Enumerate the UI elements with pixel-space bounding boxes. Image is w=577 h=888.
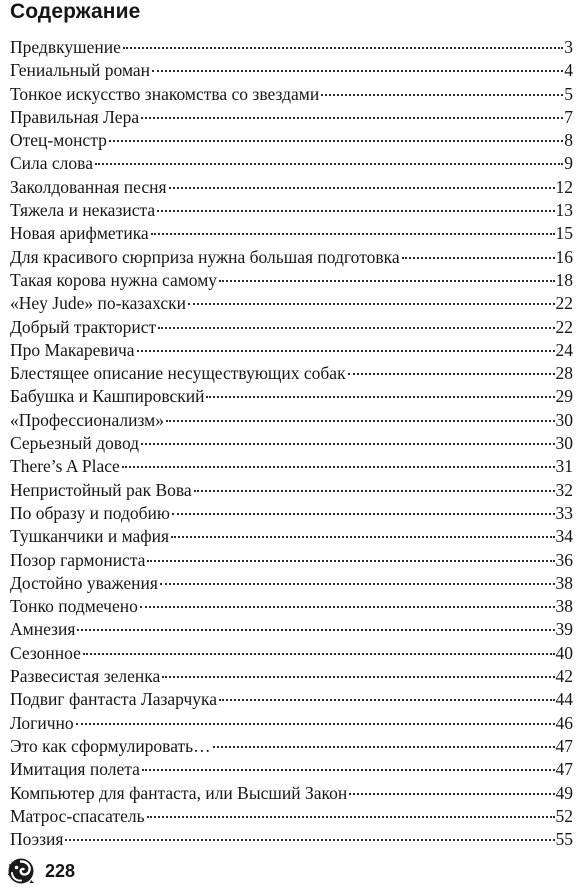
toc-entry-page: 3 (564, 37, 573, 57)
dot-leader (147, 560, 554, 562)
toc-entry-title: Предвкушение (10, 37, 121, 57)
dot-leader (76, 723, 555, 725)
toc-entry-page: 16 (555, 246, 573, 267)
toc-entry-page: 13 (555, 200, 573, 221)
dot-leader (65, 839, 554, 841)
dot-leader (321, 94, 563, 96)
toc-entry-title: Амнезия (10, 619, 76, 640)
toc-entry-title: Компьютер для фантаста, или Высший Закон (10, 782, 348, 803)
toc-entry-page: 49 (555, 782, 573, 803)
toc-entry (10, 479, 573, 502)
toc-entry (10, 432, 573, 455)
toc-entry-title: «Профессионализм» (10, 409, 164, 430)
toc-entry-title: Правильная Лера (10, 106, 140, 127)
dot-leader (219, 699, 554, 701)
toc-list (10, 36, 573, 851)
dot-leader (152, 70, 563, 72)
toc-entry-page: 18 (555, 269, 573, 290)
toc-entry-page: 9 (564, 153, 573, 174)
toc-entry-title: Сезонное (10, 642, 81, 663)
toc-entry-title: Серьезный довод (10, 433, 140, 454)
toc-entry (10, 688, 573, 711)
toc-entry (10, 549, 573, 572)
toc-entry-title: Новая арифметика (10, 223, 149, 244)
toc-entry-title: Это как сформулировать… (10, 735, 211, 756)
toc-entry (10, 152, 573, 175)
toc-entry (10, 316, 573, 339)
toc-entry (10, 83, 573, 106)
toc-heading: Содержание (10, 0, 141, 23)
toc-entry-title: Заколдованная песня (10, 176, 167, 197)
toc-entry-title: По образу и подобию (10, 502, 170, 523)
dot-leader (194, 490, 555, 492)
toc-entry-title: Про Макаревича (10, 339, 135, 360)
toc-entry-title: Тяжела и неказиста (10, 200, 156, 221)
dot-leader (140, 606, 555, 608)
toc-entry (10, 805, 573, 828)
dot-leader (95, 163, 563, 165)
toc-entry (10, 106, 573, 129)
toc-entry (10, 59, 573, 82)
dot-leader (348, 373, 555, 375)
toc-entry-page: 22 (555, 316, 573, 337)
toc-entry (10, 36, 573, 59)
toc-entry-page: 29 (555, 386, 573, 407)
toc-entry (10, 572, 573, 595)
dot-leader (171, 536, 554, 538)
dot-leader (162, 676, 554, 678)
toc-entry-page: 42 (555, 666, 573, 687)
toc-entry-title: Достойно уважения (10, 572, 158, 593)
toc-entry-page: 38 (555, 572, 573, 593)
toc-entry-page: 30 (555, 409, 573, 430)
toc-entry-page: 33 (555, 502, 573, 523)
toc-entry (10, 362, 573, 385)
toc-entry-title: Развесистая зеленка (10, 666, 161, 687)
toc-entry (10, 712, 573, 735)
toc-entry (10, 665, 573, 688)
toc-entry-page: 22 (555, 293, 573, 314)
dot-leader (188, 303, 555, 305)
dot-leader (169, 187, 555, 189)
toc-entry-page: 28 (555, 363, 573, 384)
dot-leader (349, 793, 554, 795)
toc-entry-title: Матрос-спасатель (10, 805, 145, 826)
toc-entry (10, 525, 573, 548)
toc-entry (10, 455, 573, 478)
dot-leader (158, 327, 554, 329)
dot-leader (109, 140, 563, 142)
toc-entry (10, 758, 573, 781)
toc-entry-title: «Hey Jude» по-казахски (10, 293, 186, 314)
dot-leader (151, 233, 555, 235)
toc-entry-title: Сила слова (10, 153, 93, 174)
toc-entry-page: 55 (555, 829, 573, 850)
toc-entry (10, 595, 573, 618)
toc-entry-title: Тонкое искусство знакомства со звездами (10, 83, 320, 104)
publisher-logo-icon (6, 856, 36, 886)
toc-entry-page: 34 (555, 526, 573, 547)
dot-leader (142, 769, 555, 771)
toc-entry-title: Тушканчики и мафия (10, 526, 170, 547)
toc-entry-page: 40 (555, 642, 573, 663)
toc-entry-page: 12 (555, 176, 573, 197)
toc-entry-title: Бабушка и Кашпировский (10, 386, 205, 407)
dot-leader (147, 816, 555, 818)
toc-entry-page: 32 (555, 479, 573, 500)
toc-entry (10, 409, 573, 432)
toc-entry (10, 642, 573, 665)
toc-entry-page: 47 (555, 759, 573, 780)
toc-entry-page: 7 (564, 106, 573, 127)
dot-leader (141, 443, 554, 445)
dot-leader (219, 280, 554, 282)
toc-entry (10, 828, 573, 851)
toc-entry (10, 782, 573, 805)
dot-leader (123, 47, 563, 49)
toc-entry-page: 39 (555, 619, 573, 640)
dot-leader (157, 210, 554, 212)
toc-entry (10, 385, 573, 408)
dot-leader (166, 420, 555, 422)
toc-entry-page: 44 (555, 689, 573, 710)
dot-leader (141, 117, 563, 119)
toc-entry (10, 292, 573, 315)
toc-entry (10, 339, 573, 362)
toc-entry-page: 47 (555, 735, 573, 756)
toc-entry-title: Поэзия (10, 829, 64, 850)
dot-leader (160, 583, 555, 585)
toc-entry (10, 222, 573, 245)
toc-entry-title: Отец-монстр (10, 130, 107, 151)
toc-entry-title: Такая корова нужна самому (10, 269, 218, 290)
dot-leader (402, 257, 555, 259)
toc-entry-title: There’s A Place (10, 456, 120, 477)
toc-entry-title: Логично (10, 712, 74, 733)
toc-entry (10, 246, 573, 269)
toc-entry-title: Имитация полета (10, 759, 140, 780)
toc-entry-title: Для красивого сюрприза нужна большая подготовка (10, 246, 400, 267)
page-number: 228 (45, 861, 76, 881)
page-footer (6, 856, 75, 886)
toc-entry-page: 5 (564, 83, 573, 104)
toc-entry (10, 618, 573, 641)
dot-leader (206, 396, 554, 398)
dot-leader (213, 746, 555, 748)
toc-entry-page: 31 (555, 456, 573, 477)
toc-entry (10, 735, 573, 758)
toc-entry-title: Подвиг фантаста Лазарчука (10, 689, 218, 710)
toc-entry-page: 30 (555, 433, 573, 454)
dot-leader (172, 513, 555, 515)
dot-leader (137, 350, 555, 352)
toc-entry (10, 129, 573, 152)
toc-entry-page: 15 (555, 223, 573, 244)
toc-entry-page: 52 (555, 805, 573, 826)
toc-entry-page: 38 (555, 596, 573, 617)
toc-entry (10, 502, 573, 525)
toc-entry (10, 176, 573, 199)
dot-leader (122, 466, 555, 468)
toc-entry (10, 199, 573, 222)
toc-entry-title: Блестящее описание несуществующих собак (10, 363, 346, 384)
toc-entry-title: Позор гармониста (10, 549, 146, 570)
dot-leader (83, 653, 555, 655)
toc-entry-title: Тонко подмечено (10, 596, 138, 617)
toc-entry-page: 24 (555, 339, 573, 360)
toc-entry-page: 8 (564, 130, 573, 151)
toc-entry-title: Гениальный роман (10, 60, 151, 81)
toc-entry (10, 269, 573, 292)
toc-entry-title: Добрый тракторист (10, 316, 157, 337)
toc-entry-title: Непристойный рак Вова (10, 479, 192, 500)
dot-leader (77, 629, 554, 631)
toc-entry-page: 4 (564, 60, 573, 81)
toc-entry-page: 36 (555, 549, 573, 570)
toc-entry-page: 46 (555, 712, 573, 733)
